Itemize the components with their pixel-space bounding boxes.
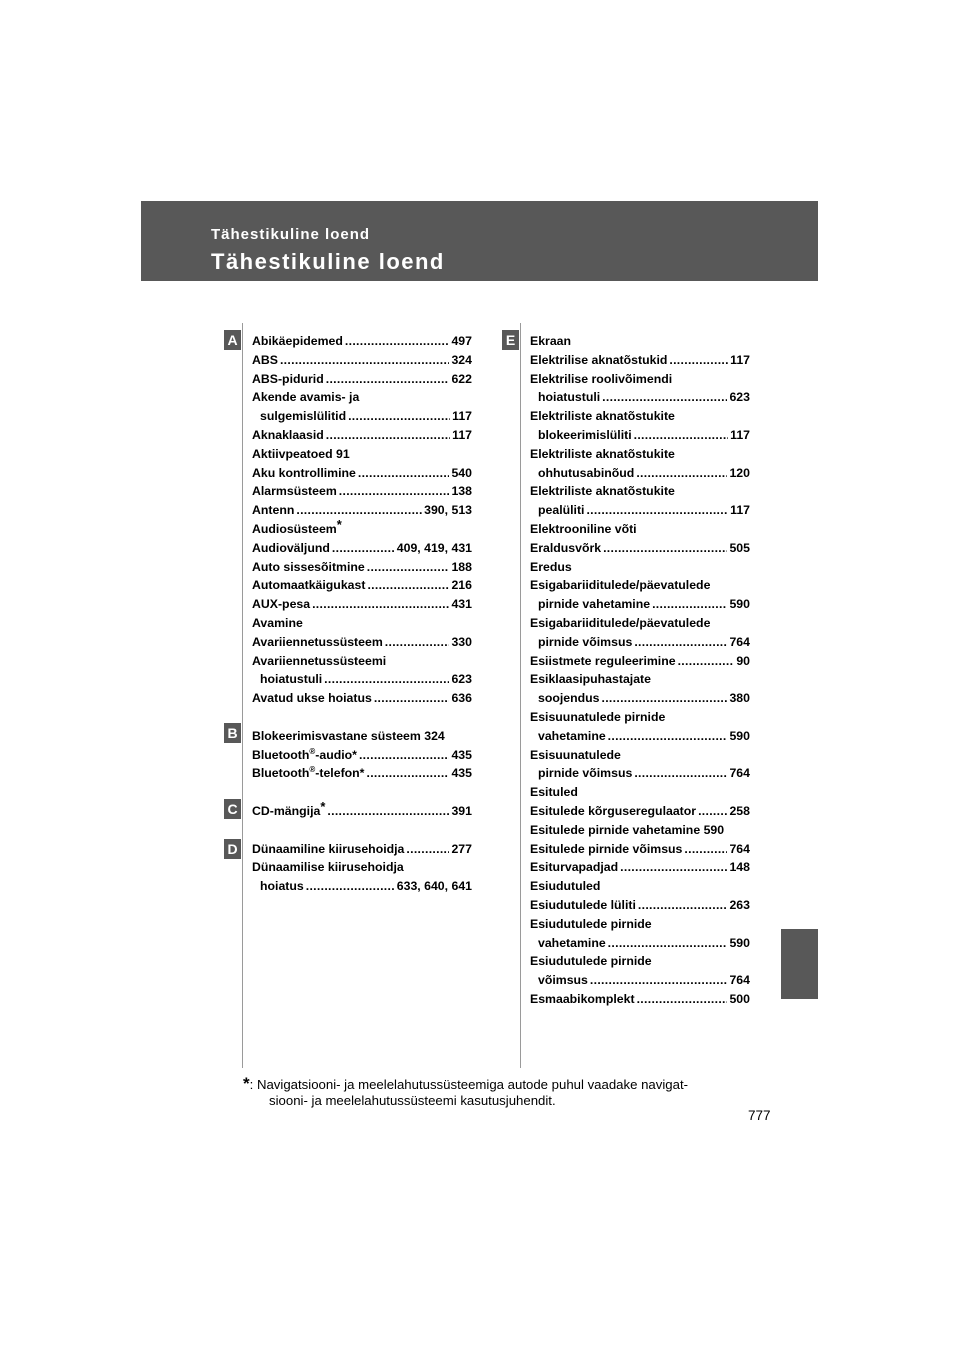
dot-leader (296, 501, 422, 520)
index-entry (530, 652, 750, 671)
index-entry (252, 351, 472, 370)
index-entry (252, 501, 472, 520)
entry-page: 117 (452, 409, 472, 424)
entry-page: 431 (451, 597, 472, 612)
letter-marker-e: E (502, 330, 519, 350)
dot-leader (345, 332, 450, 351)
entry-term: Blokeerimisvastane süsteem 324 (252, 728, 445, 743)
entry-page: 590 (729, 935, 750, 950)
entry-term: sulgemislülitid (260, 409, 347, 424)
index-entry (530, 877, 750, 896)
entry-term: võimsus (538, 973, 588, 988)
index-entry (252, 798, 472, 821)
index-entry (252, 388, 472, 407)
index-entry (252, 539, 472, 558)
entry-term: Antenn (252, 503, 295, 518)
entry-page: 636 (451, 691, 472, 706)
entry-page: 117 (730, 503, 750, 518)
dot-leader (326, 426, 450, 445)
entry-term: Dünaamiline kiirusehoidja (252, 841, 405, 856)
entry-page: 764 (729, 973, 750, 988)
dot-leader (306, 877, 395, 896)
entry-page: 633, 640, 641 (396, 879, 472, 894)
entry-term: pealüliti (538, 503, 585, 518)
dot-leader (348, 407, 450, 426)
entry-page: 380 (729, 691, 750, 706)
entry-page: 117 (452, 427, 472, 442)
index-entry (252, 858, 472, 877)
entry-page: 120 (729, 465, 750, 480)
dot-leader (678, 652, 735, 671)
index-column-left (252, 332, 472, 896)
entry-term: Esiudutulede pirnide (530, 954, 652, 969)
entry-term: Audioväljund (252, 540, 330, 555)
entry-term: Elektriliste aknatõstukite (530, 446, 675, 461)
asterisk-mark: * (320, 798, 326, 814)
index-entry (530, 915, 750, 934)
index-entry (530, 407, 750, 426)
entry-term: Esmaabikomplekt (530, 991, 635, 1006)
entry-term: Auto sissesõitmine (252, 559, 365, 574)
entry-term: vahetamine (538, 728, 606, 743)
letter-marker-a: A (224, 330, 241, 350)
index-entry (252, 877, 472, 896)
index-entry (530, 520, 750, 539)
dot-leader (608, 727, 728, 746)
entry-term: Esiklaasipuhastajate (530, 672, 651, 687)
entry-term: Ekraan (530, 334, 572, 348)
entry-term: Esiudutulede lüliti (530, 897, 636, 912)
dot-leader (608, 934, 728, 953)
entry-term: hoiatus (260, 879, 304, 894)
index-entry (530, 633, 750, 652)
index-entry (252, 558, 472, 577)
entry-term: AUX-pesa (252, 597, 311, 612)
index-entry (530, 952, 750, 971)
entry-page: 435 (451, 766, 472, 781)
index-entry (530, 445, 750, 464)
entry-term: ABS (252, 352, 278, 367)
index-entry (530, 971, 750, 990)
index-entry (530, 708, 750, 727)
index-entry (530, 840, 750, 859)
entry-page: 540 (451, 465, 472, 480)
entry-term: Elektrilise aknatõstukid (530, 352, 668, 367)
entry-page: 277 (451, 841, 472, 856)
dot-leader (636, 464, 727, 483)
entry-term: hoiatustuli (260, 672, 323, 687)
entry-term: Elektrilise roolivõimendi (530, 371, 673, 386)
dot-leader (634, 764, 727, 783)
letter-marker-c: C (224, 799, 241, 819)
dot-leader (367, 576, 449, 595)
entry-term: Esiturvapadjad (530, 860, 619, 875)
footnote (243, 1076, 763, 1109)
entry-term: Bluetooth®-telefon* (252, 765, 365, 781)
entry-page: 623 (451, 672, 472, 687)
index-entry (530, 539, 750, 558)
entry-term: hoiatustuli (538, 390, 601, 405)
index-entry (530, 727, 750, 746)
index-entry (252, 576, 472, 595)
entry-page: 324 (451, 352, 472, 367)
entry-page: 263 (729, 897, 750, 912)
group-gap (252, 783, 472, 802)
entry-term: Esisuunatulede (530, 747, 621, 762)
index-entry (530, 576, 750, 595)
index-entry (530, 558, 750, 577)
entry-page: 435 (451, 747, 472, 762)
column-divider-right (520, 323, 521, 1068)
dot-leader (385, 633, 450, 652)
index-entry (530, 896, 750, 915)
index-entry (252, 595, 472, 614)
index-entry (530, 746, 750, 765)
entry-term: Esiudutuled (530, 879, 601, 894)
entry-term: Aku kontrollimine (252, 465, 356, 480)
index-entry (252, 764, 472, 783)
entry-term: Esisuunatulede pirnide (530, 709, 666, 724)
index-entry (530, 821, 750, 840)
index-entry (252, 426, 472, 445)
entry-page: 500 (729, 991, 750, 1006)
dot-leader (637, 990, 728, 1009)
index-entry (252, 516, 472, 539)
footnote-line-1: : Navigatsiooni- ja meelelahutussüsteemiga autode puhul vaadake navigat- (249, 1077, 689, 1092)
dot-leader (332, 539, 395, 558)
entry-page: 497 (451, 334, 472, 348)
index-entry (530, 426, 750, 445)
registered-mark: ® (309, 746, 316, 756)
dot-leader (406, 840, 449, 859)
section-subtitle: Tähestikuline loend (211, 226, 371, 243)
entry-term: Avamine (252, 615, 303, 630)
entry-term: Esigabariiditulede/päevatulede (530, 578, 711, 593)
section-header-band (141, 201, 818, 281)
index-entry (252, 670, 472, 689)
entry-term: ohhutusabinõud (538, 465, 635, 480)
registered-mark: ® (309, 765, 316, 775)
dot-leader (638, 896, 728, 915)
entry-term: Abikäepidemed (252, 334, 343, 348)
entry-page: 117 (730, 352, 750, 367)
thumb-index-tab (781, 929, 818, 999)
entry-page: 391 (451, 803, 472, 818)
column-divider-left (242, 323, 243, 1068)
entry-term: Aktiivpeatoed 91 (252, 446, 350, 461)
dot-leader (312, 595, 449, 614)
index-entry (252, 464, 472, 483)
group-gap (252, 708, 472, 727)
dot-leader (327, 802, 449, 821)
entry-page: 258 (729, 803, 750, 818)
entry-page: 188 (451, 559, 472, 574)
entry-page: 764 (729, 634, 750, 649)
index-entry (252, 652, 472, 671)
dot-leader (652, 595, 727, 614)
entry-term: Esitulede pirnide võimsus (530, 841, 683, 856)
asterisk-mark: * (336, 516, 342, 532)
entry-term: Esiistmete reguleerimine (530, 653, 676, 668)
dot-leader (602, 388, 727, 407)
index-entry (530, 501, 750, 520)
dot-leader (326, 370, 450, 389)
entry-page: 505 (729, 540, 750, 555)
letter-marker-d: D (224, 839, 241, 859)
entry-term: pirnide võimsus (538, 634, 633, 649)
entry-term: pirnide võimsus (538, 766, 633, 781)
entry-page: 117 (730, 427, 750, 442)
entry-term: Alarmsüsteem (252, 484, 337, 499)
index-entry (530, 689, 750, 708)
dot-leader (339, 482, 450, 501)
entry-term: Esitulede pirnide vahetamine 590 (530, 822, 725, 837)
index-entry (252, 445, 472, 464)
section-title: Tähestikuline loend (211, 249, 445, 274)
entry-term: Aknaklaasid (252, 427, 324, 442)
dot-leader (280, 351, 450, 370)
index-entry (530, 464, 750, 483)
entry-term: Esiudutulede pirnide (530, 916, 652, 931)
entry-term: Akende avamis- ja (252, 390, 360, 405)
entry-term: pirnide vahetamine (538, 597, 651, 612)
dot-leader (620, 858, 727, 877)
index-entry (530, 783, 750, 802)
entry-page: 590 (729, 728, 750, 743)
entry-term: soojendus (538, 691, 600, 706)
index-entry (252, 614, 472, 633)
index-entry (530, 802, 750, 821)
entry-term: blokeerimislüliti (538, 427, 632, 442)
index-entry (530, 482, 750, 501)
entry-page: 764 (729, 766, 750, 781)
index-entry (252, 689, 472, 708)
dot-leader (359, 746, 450, 765)
page-number: 777 (748, 1108, 771, 1123)
index-entry (252, 370, 472, 389)
entry-term: vahetamine (538, 935, 606, 950)
entry-term: Esituled (530, 785, 578, 800)
index-entry (530, 764, 750, 783)
index-entry (530, 990, 750, 1009)
index-entry (530, 614, 750, 633)
entry-term: Automaatkäigukast (252, 578, 366, 593)
entry-term: Elektrooniline võti (530, 521, 637, 536)
dot-leader (634, 633, 727, 652)
index-entry (252, 482, 472, 501)
entry-term: Eredus (530, 559, 572, 574)
index-entry (530, 595, 750, 614)
entry-term: Dünaamilise kiirusehoidja (252, 860, 404, 875)
dot-leader (602, 689, 728, 708)
index-entry (530, 670, 750, 689)
entry-term: Esitulede kõrguseregulaator (530, 803, 697, 818)
index-entry (252, 746, 472, 765)
index-entry (530, 858, 750, 877)
dot-leader (590, 971, 728, 990)
entry-term: Avatud ukse hoiatus (252, 691, 372, 706)
entry-term: Avariiennetussüsteemi (252, 653, 387, 668)
index-entry (252, 332, 472, 351)
index-column-right (530, 332, 750, 1009)
entry-term: Elektriliste aknatõstukite (530, 409, 675, 424)
index-entry (530, 388, 750, 407)
dot-leader (358, 464, 450, 483)
index-entry (252, 633, 472, 652)
entry-page: 590 (729, 597, 750, 612)
entry-term: Esigabariiditulede/päevatulede (530, 615, 711, 630)
entry-term: CD-mängija* (252, 798, 326, 818)
index-entry (530, 934, 750, 953)
entry-term: Elektriliste aknatõstukite (530, 484, 675, 499)
dot-leader (634, 426, 729, 445)
entry-page: 622 (451, 371, 472, 386)
entry-page: 623 (729, 390, 750, 405)
dot-leader (586, 501, 728, 520)
entry-term: ABS-pidurid (252, 371, 324, 386)
entry-page: 390, 513 (424, 503, 472, 518)
index-entry (530, 351, 750, 370)
entry-page: 148 (729, 860, 750, 875)
dot-leader (324, 670, 449, 689)
letter-marker-b: B (224, 723, 241, 743)
dot-leader (374, 689, 450, 708)
index-entry (252, 407, 472, 426)
dot-leader (366, 764, 449, 783)
entry-page: 764 (729, 841, 750, 856)
index-entry (252, 727, 472, 746)
entry-page: 90 (736, 653, 750, 668)
entry-term: Audiosüsteem* (252, 516, 342, 536)
group-gap (252, 821, 472, 840)
footnote-line-2: siooni- ja meelelahutussüsteemi kasutusjuhendit. (269, 1093, 556, 1108)
entry-page: 216 (451, 578, 472, 593)
entry-page: 409, 419, 431 (396, 540, 472, 555)
entry-term: Eraldusvõrk (530, 540, 602, 555)
entry-page: 138 (451, 484, 472, 499)
index-entry (252, 840, 472, 859)
index-entry (530, 332, 750, 351)
entry-term: Avariiennetussüsteem (252, 634, 383, 649)
dot-leader (698, 802, 727, 821)
index-entry (530, 370, 750, 389)
dot-leader (367, 558, 450, 577)
dot-leader (669, 351, 728, 370)
footnote-asterisk: * (243, 1074, 250, 1093)
entry-term: Bluetooth®-audio* (252, 746, 357, 762)
dot-leader (603, 539, 727, 558)
dot-leader (684, 840, 727, 859)
entry-page: 330 (451, 634, 472, 649)
